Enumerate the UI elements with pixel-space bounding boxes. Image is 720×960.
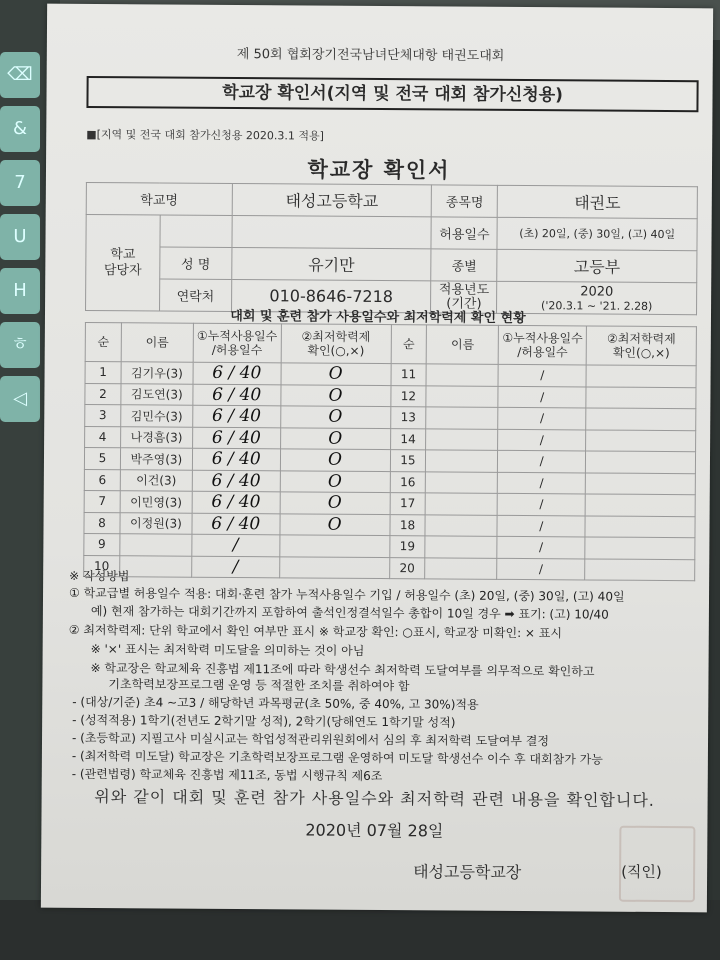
col-name: 이름 [121, 323, 193, 363]
keyboard-key: 7 [0, 160, 40, 206]
instruction-line: ① 학교급별 허용일수 적용: 대회·훈련 참가 누적사용일수 기입 / 허용일수 (초) 20일, (중) 30일, (고) 40일 [69, 585, 625, 604]
row-number: 13 [390, 407, 426, 429]
table-title: 대회 및 훈련 참가 사용일수와 최저학력제 확인 현황 [230, 308, 526, 327]
instruction-line: - (관련법령) 학교체육 진흥법 제11조, 동법 시행규칙 제6조 [71, 766, 383, 784]
application-note: ■[지역 및 전국 대회 참가신청용 2020.3.1 적용] [86, 127, 324, 143]
grade-check: O [280, 427, 390, 449]
allow-value: (초) 20일, (중) 30일, (고) 40일 [497, 217, 697, 250]
instruction-line: ※ 학교장은 학교체육 진흥법 제11조에 따라 학생선수 최저학력 도달여부를 의무적으로 확인하고 [90, 661, 595, 679]
keyboard-key: H [0, 268, 40, 314]
row-number: 11 [391, 364, 427, 386]
keyboard-key: & [0, 106, 40, 152]
row-number: 4 [85, 426, 121, 448]
event-name: 제 50회 협회장기전국남녀단체대항 태권도대회 [236, 47, 505, 64]
used-days: / [498, 364, 586, 386]
row-number: 10 [84, 555, 120, 577]
grade-check [585, 472, 695, 494]
grade-check: O [281, 363, 391, 385]
row-number: 14 [390, 428, 426, 450]
header-title-box: 학교장 확인서(지역 및 전국 대회 참가신청용) [86, 76, 698, 112]
year-value: 2020 [580, 283, 614, 300]
row-number: 7 [84, 490, 120, 512]
row-number: 6 [84, 469, 120, 491]
used-days: / [497, 536, 585, 558]
type-label: 종별 [431, 249, 497, 281]
grade-check [279, 556, 389, 578]
row-number: 2 [85, 383, 121, 405]
used-days: 6 / 40 [193, 362, 281, 384]
used-days: / [498, 429, 586, 451]
keyboard-key: ◁ [0, 376, 40, 422]
instruction-line: - (대상/기준) 초4 ~고3 / 해당학년 과목평균(초 50%, 중 40%, 고 30%)적용 [72, 694, 479, 712]
used-days: / [497, 558, 585, 580]
used-days: 6 / 40 [192, 448, 280, 470]
row-number: 5 [84, 447, 120, 469]
used-days: 6 / 40 [192, 513, 280, 535]
student-name [426, 471, 498, 493]
phone-label: 연락처 [159, 279, 231, 312]
student-name [426, 428, 498, 450]
student-name: 김민수(3) [121, 405, 193, 427]
student-status-table [83, 322, 697, 581]
instruction-line: - (성적적용) 1학기(전년도 2학기말 성적), 2학기(당해연도 1학기말 성적) [72, 712, 456, 730]
col-grade: ②최저학력제 확인(○,×) [586, 326, 696, 366]
student-name [120, 555, 192, 577]
student-name [426, 450, 498, 472]
used-days: / [498, 450, 586, 472]
student-name [425, 536, 497, 558]
student-name [426, 493, 498, 515]
grade-check [586, 408, 696, 430]
row-number: 1 [85, 361, 121, 383]
year-label-line2: (기간) [446, 295, 482, 312]
used-days: / [498, 386, 586, 408]
instruction-line: ※ '×' 표시는 최저학력 미도달을 의미하는 것이 아님 [90, 642, 365, 658]
school-label: 학교명 [86, 182, 232, 215]
student-name: 김도연(3) [121, 383, 193, 405]
instruction-line: - (최저학력 미도달) 학교장은 기초학력보장프로그램 운영하여 미도달 학생선수 이수 후 대회참가 가능 [71, 748, 603, 767]
used-days: 6 / 40 [192, 427, 280, 449]
contact-label: 학교 담당자 [86, 214, 161, 311]
student-name: 김기우(3) [121, 362, 193, 384]
event-label: 종목명 [432, 185, 498, 217]
instruction-line: 예) 현재 참가하는 대회기간까지 포함하여 출석인정결석일수 총합이 10일 경우 ➡ 표기: (고) 10/40 [90, 604, 609, 622]
keyboard-key: ⌫ [0, 52, 40, 98]
col-days: ①누적사용일수 /허용일수 [498, 325, 586, 365]
seal-label: (직인) [621, 862, 662, 881]
instruction-line: ※ 작성방법 [69, 568, 130, 584]
grade-check [585, 558, 695, 580]
col-days: ①누적사용일수 /허용일수 [193, 323, 281, 363]
grade-check: O [280, 449, 390, 471]
type-value: 고등부 [497, 249, 697, 282]
keyboard-key: ㅎ [0, 322, 40, 368]
period-value: ('20.3.1 ~ '21. 2.28) [541, 298, 653, 313]
allow-label: 허용일수 [431, 217, 497, 249]
student-name: 이정원(3) [120, 512, 192, 534]
student-name [425, 514, 497, 536]
grade-check [279, 535, 389, 557]
principal-name: 태성고등학교장 [413, 862, 522, 883]
student-name [426, 385, 498, 407]
student-name [426, 407, 498, 429]
grade-check [585, 537, 695, 559]
used-days: / [191, 556, 279, 578]
row-number: 15 [390, 450, 426, 472]
row-number: 8 [84, 512, 120, 534]
document-title: 학교장 확인서 [307, 157, 451, 183]
used-days: 6 / 40 [193, 405, 281, 427]
used-days: / [498, 407, 586, 429]
grade-check: O [280, 513, 390, 535]
instruction-line: ② 최저학력제: 단위 학교에서 확인 여부만 표시 ※ 학교장 확인: ○표시, 학교장 미확인: × 표시 [68, 622, 563, 641]
used-days: / [497, 493, 585, 515]
used-days: / [192, 534, 280, 556]
signature-date: 2020년 07월 28일 [305, 820, 444, 841]
document-paper [41, 4, 713, 913]
student-name: 이건(3) [120, 469, 192, 491]
col-name: 이름 [427, 325, 499, 365]
student-name [120, 534, 192, 556]
col-num: 순 [85, 322, 121, 361]
row-number: 20 [389, 557, 425, 579]
grade-check: O [280, 470, 390, 492]
row-number: 17 [390, 493, 426, 515]
event-value: 태권도 [497, 185, 697, 218]
confirmation-statement: 위와 같이 대회 및 훈련 참가 사용일수와 최저학력 관련 내용을 확인합니다. [94, 787, 655, 810]
student-name: 박주영(3) [120, 448, 192, 470]
grade-check: O [280, 492, 390, 514]
student-name [426, 364, 498, 386]
year-label-line1: 적용년도 [438, 281, 490, 298]
student-name: 이민영(3) [120, 491, 192, 513]
row-number: 9 [84, 533, 120, 555]
used-days: / [498, 472, 586, 494]
used-days: 6 / 40 [193, 384, 281, 406]
grade-check [585, 494, 695, 516]
grade-check: O [280, 406, 390, 428]
row-number: 16 [390, 471, 426, 493]
row-number: 18 [389, 514, 425, 536]
grade-check [586, 451, 696, 473]
used-days: 6 / 40 [192, 470, 280, 492]
instruction-line: - (초등학교) 지필고사 미실시교는 학업성적관리위원회에서 심의 후 최저학력 도달여부 결정 [71, 730, 550, 749]
phone-value: 010-8646-7218 [231, 279, 431, 312]
row-number: 3 [85, 404, 121, 426]
grade-check [585, 515, 695, 537]
grade-check [586, 386, 696, 408]
school-info-table [85, 182, 698, 315]
row-number: 12 [390, 385, 426, 407]
col-num: 순 [391, 325, 427, 364]
student-name: 나경흠(3) [121, 426, 193, 448]
table-row [84, 555, 695, 581]
col-grade: ②최저학력제 확인(○,×) [281, 324, 391, 364]
name-label [160, 215, 232, 248]
student-name [425, 557, 497, 579]
used-days: 6 / 40 [192, 491, 280, 513]
keyboard-key: U [0, 214, 40, 260]
grade-check [586, 365, 696, 387]
instruction-line: 기초학력보장프로그램 운영 등 적절한 조치를 취하여야 함 [108, 677, 410, 694]
grade-check: O [281, 384, 391, 406]
row-number: 19 [389, 536, 425, 558]
grade-check [586, 429, 696, 451]
school-value: 태성고등학교 [232, 183, 432, 216]
contact-name-value: 유기만 [231, 247, 431, 280]
name-label: 성 명 [160, 247, 232, 280]
used-days: / [497, 515, 585, 537]
